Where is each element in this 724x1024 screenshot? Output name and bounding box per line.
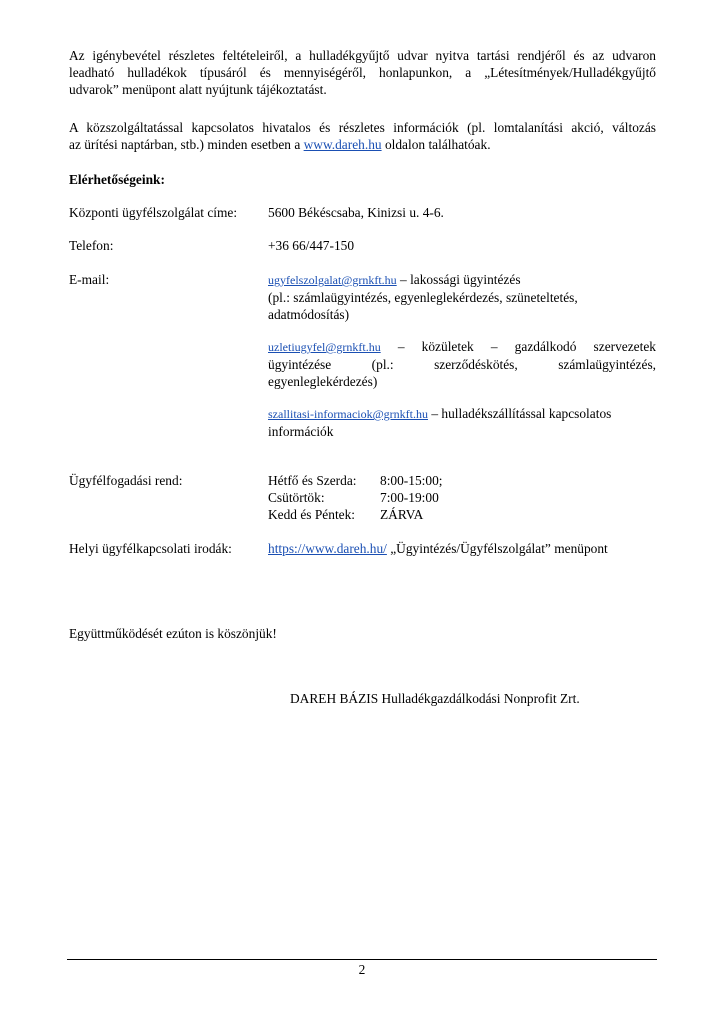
hours-day-3: Kedd és Péntek: xyxy=(268,507,356,522)
phone-label: Telefon: xyxy=(69,238,114,253)
text-line: információk xyxy=(268,424,334,439)
intro-paragraph-1 xyxy=(69,47,656,98)
email-block-2 xyxy=(268,338,656,390)
text-line: udvarok” menüpont alatt nyújtunk tájékoztatást. xyxy=(69,82,327,97)
text-fragment: oldalon találhatóak. xyxy=(381,137,491,152)
text-line: (pl.: számlaügyintézés, egyenleglekérdezés, szüneteltetés, xyxy=(268,290,578,305)
hours-time-2: 7:00-19:00 xyxy=(380,490,439,505)
text-line: A közszolgáltatással kapcsolatos hivatalos és részletes információk (pl. lomtalanítási akció, változás xyxy=(69,120,656,135)
text-fragment: – lakossági ügyintézés xyxy=(396,272,521,287)
text-line xyxy=(268,338,656,356)
email-link-ugyfelszolgalat[interactable]: ugyfelszolgalat@grnkft.hu xyxy=(268,273,397,287)
hours-time-1: 8:00-15:00; xyxy=(380,473,443,488)
offices-label: Helyi ügyfélkapcsolati irodák: xyxy=(69,541,232,556)
text-line: ügyintézése (pl.: szerződéskötés, számlaügyintézés, xyxy=(268,357,656,372)
email-label: E-mail: xyxy=(69,272,110,287)
address-value: 5600 Békéscsaba, Kinizsi u. 4-6. xyxy=(268,205,444,220)
text-line xyxy=(268,271,656,289)
hours-day-2: Csütörtök: xyxy=(268,490,325,505)
dareh-link[interactable]: www.dareh.hu xyxy=(303,137,382,152)
text-line: leadható hulladékok típusáról és mennyiségéről, honlapunkon, a „Létesítmények/Hulladékgyűjtő xyxy=(69,65,656,80)
text-line xyxy=(69,136,656,153)
hours-time-3: ZÁRVA xyxy=(380,507,424,522)
text-fragment: „Ügyintézés/Ügyfélszolgálat” menüpont xyxy=(386,541,608,556)
email-link-uzletiugyfel[interactable]: uzletiugyfel@grnkft.hu xyxy=(268,340,381,354)
text-fragment: – hulladékszállítással kapcsolatos xyxy=(428,406,612,421)
address-label: Központi ügyfélszolgálat címe: xyxy=(69,205,238,220)
text-fragment: – közületek – gazdálkodó szervezetek xyxy=(380,339,656,354)
phone-value: +36 66/447-150 xyxy=(268,238,355,253)
intro-paragraph-2 xyxy=(69,119,656,153)
footer-divider xyxy=(67,959,657,960)
contacts-heading: Elérhetőségeink: xyxy=(69,172,165,187)
email-block-1 xyxy=(268,271,656,323)
email-block-3 xyxy=(268,405,656,440)
text-fragment: az ürítési naptárban, stb.) minden esetben a xyxy=(69,137,304,152)
thanks-text: Együttműködését ezúton is köszönjük! xyxy=(69,626,277,641)
hours-day-1: Hétfő és Szerda: xyxy=(268,473,357,488)
text-line: Az igénybevétel részletes feltételeiről, a hulladékgyűjtő udvar nyitva tartási rendjéről és az udvaron xyxy=(69,48,656,63)
text-line: egyenleglekérdezés) xyxy=(268,374,378,389)
offices-link[interactable]: https://www.dareh.hu/ xyxy=(268,541,387,556)
signature: DAREH BÁZIS Hulladékgazdálkodási Nonprofit Zrt. xyxy=(290,691,580,706)
hours-label: Ügyfélfogadási rend: xyxy=(69,473,183,488)
text-line: adatmódosítás) xyxy=(268,307,350,322)
email-link-szallitasi[interactable]: szallitasi-informaciok@grnkft.hu xyxy=(268,407,429,421)
page-number: 2 xyxy=(358,962,366,977)
text-line xyxy=(268,405,656,423)
offices-value xyxy=(268,540,656,557)
